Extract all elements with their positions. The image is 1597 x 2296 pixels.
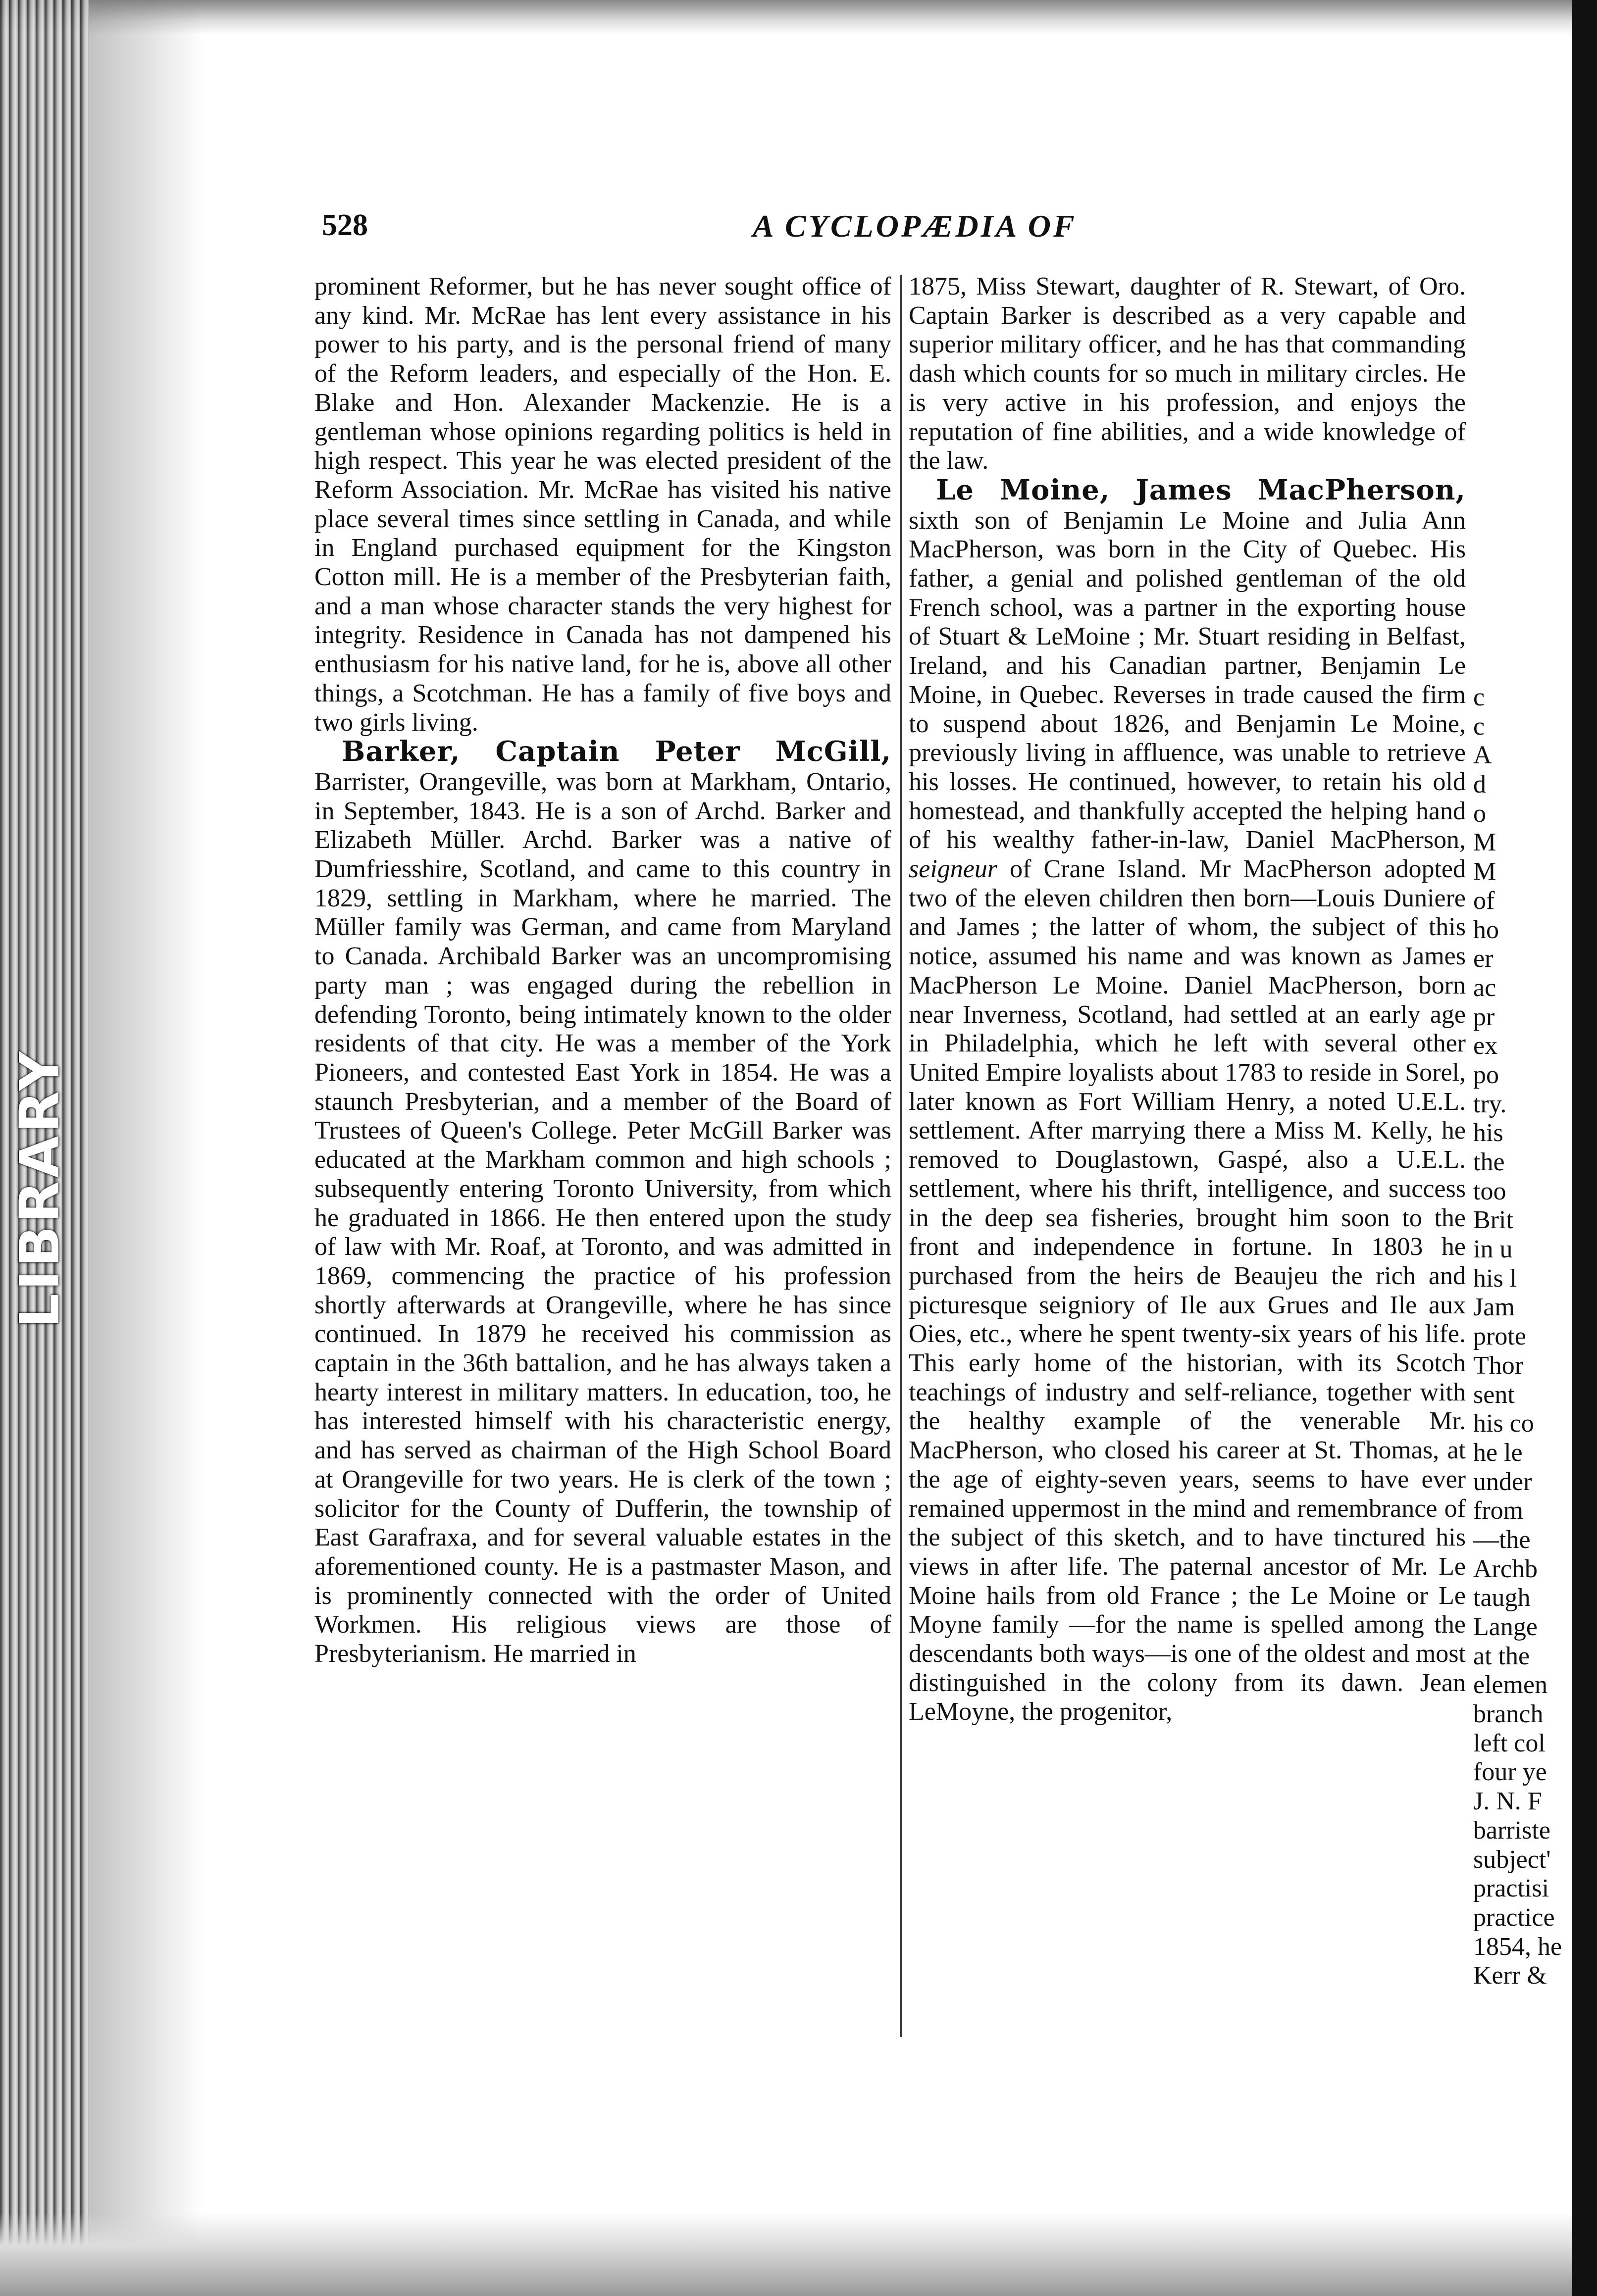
column-rule xyxy=(900,275,902,2037)
lemoine-entry-heading: Le Moine, James MacPherson, xyxy=(936,473,1466,506)
facing-page-fragment: taugh xyxy=(1473,1584,1531,1612)
left-column xyxy=(314,272,891,1669)
facing-page-fragment: left col xyxy=(1473,1729,1545,1757)
facing-page-fragment: 1854, he xyxy=(1473,1932,1562,1961)
facing-page-fragment: the xyxy=(1473,1148,1505,1176)
running-head: A CYCLOPÆDIA OF xyxy=(753,208,1077,244)
facing-page-fragment: subject' xyxy=(1473,1845,1551,1874)
facing-page-fragment: at the xyxy=(1473,1642,1530,1670)
facing-page-fragment: his l xyxy=(1473,1264,1517,1293)
facing-page-fragment: Lange xyxy=(1473,1613,1538,1641)
facing-page-fragment: branch xyxy=(1473,1700,1544,1729)
facing-page-fragment: er xyxy=(1473,945,1494,973)
facing-page-fragment: from xyxy=(1473,1497,1524,1525)
facing-page-fragment: Jam xyxy=(1473,1293,1515,1322)
facing-page-fragment: —the xyxy=(1473,1525,1531,1554)
facing-page-fragment: practisi xyxy=(1473,1874,1549,1903)
barker-entry-body: Barrister, Orangeville, was born at Markham, Ontario, in September, 1843. He is a son of Archd. Barker and Elizabeth Müller. Archd. Barker was a native of Dumfriesshire, Scotland, and came to this country in 1829, settling in Markham, where he married. The Müller family was German, and came from Maryland to Canada. Archibald Barker was an uncompromising party man ; was engaged during the rebellion in defending Toronto, being intimately known to the older residents of that city. He was a member of the York Pioneers, and contested East York in 1854. He was a staunch Presbyterian, and a member of the Board of Trustees of Queen's College. Peter McGill Barker was educated at the Markham common and high schools ; subsequently entering Toronto University, from which he graduated in 1866. He then entered upon the study of law with Mr. Roaf, at Toronto, and was admitted in 1869, commencing the practice of his profession shortly afterwards at Orangeville, where he has since continued. In 1879 he received his commission as captain in the 36th battalion, and he has always taken a hearty interest in military matters. In education, too, he has interested himself with his characteristic energy, and has served as chairman of the High School Board at Orangeville for two years. He is clerk of the town ; solicitor for the County of Dufferin, the township of East Garafraxa, and for several valuable estates in the aforementioned county. He is a pastmaster Mason, and is prominently connected with the order of United Workmen. His religious views are those of Presbyterianism. He married in xyxy=(314,767,891,1668)
facing-page-fragment: in u xyxy=(1473,1235,1513,1264)
facing-page-fragment: his co xyxy=(1473,1409,1534,1438)
facing-page-fragment: c xyxy=(1473,712,1485,741)
page-number: 528 xyxy=(322,208,368,242)
page-bottom-edge xyxy=(0,2213,1597,2296)
lemoine-entry-italic: seigneur xyxy=(909,855,998,884)
facing-page-fragment: under xyxy=(1473,1467,1532,1496)
facing-page-fragment: ho xyxy=(1473,915,1499,944)
facing-page-fragment: Archb xyxy=(1473,1554,1538,1583)
lemoine-entry-body-1: sixth son of Benjamin Le Moine and Julia Ann MacPherson, was born in the City of Quebec. His father, a genial and polished gentleman of the old French school, was a partner in the exporting house of Stuart & LeMoine ; Mr. Stuart residing in Belfast, Ireland, and his Canadian partner, Benjamin Le Moine, in Quebec. Reverses in trade caused the firm to suspend about 1826, and Benjamin Le Moine, previously living in affluence, was unable to retrieve his losses. He continued, however, to retain his old homestead, and thankfully accepted the helping hand of his wealthy father-in-law, Daniel MacPherson, xyxy=(909,506,1466,854)
facing-page-fragment: four ye xyxy=(1473,1758,1547,1787)
facing-page-fragment: d xyxy=(1473,770,1486,799)
right-intro-paragraph: 1875, Miss Stewart, daughter of R. Stewart, of Oro. Captain Barker is described as a very capable and superior military officer, and he has that commanding dash which counts for so much in military circles. He is very active in his profession, and enjoys the reputation of fine abilities, and a wide knowledge of the law. xyxy=(909,272,1466,475)
facing-page-fragment: c xyxy=(1473,683,1485,711)
facing-page-fragment: M xyxy=(1473,828,1496,857)
left-intro-paragraph: prominent Reformer, but he has never sought office of any kind. Mr. McRae has lent every assistance in his power to his party, and is the personal friend of many of the Reform leaders, and especially of the Hon. E. Blake and Hon. Alexander Mackenzie. He is a gentleman whose opinions regarding politics is held in high respect. This year he was elected president of the Reform Association. Mr. McRae has visited his native place several times since settling in Canada, and while in England purchased equipment for the Kingston Cotton mill. He is a member of the Presbyterian faith, and a man whose character stands the very highest for integrity. Residence in Canada has not dampened his enthusiasm for his native land, for he is, above all other things, a Scotchman. He has a family of five boys and two girls living. xyxy=(314,272,891,737)
facing-page-fragments xyxy=(1473,683,1572,1991)
facing-page-fragment: J. N. F xyxy=(1473,1787,1542,1816)
facing-page-fragment: ac xyxy=(1473,973,1496,1002)
facing-page-fragment: pr xyxy=(1473,1002,1495,1031)
facing-page-fragment: A xyxy=(1473,741,1492,770)
facing-page-fragment: he le xyxy=(1473,1438,1523,1467)
facing-page-fragment: Thor xyxy=(1473,1351,1524,1380)
facing-page-fragment: elemen xyxy=(1473,1671,1548,1699)
facing-page-fragment: sent xyxy=(1473,1380,1515,1409)
facing-page-fragment: his xyxy=(1473,1119,1503,1148)
lemoine-entry xyxy=(909,473,1466,1727)
right-column xyxy=(909,272,1466,1727)
facing-page-fragment: M xyxy=(1473,857,1496,886)
facing-page-fragment: po xyxy=(1473,1060,1499,1089)
barker-entry xyxy=(314,737,891,1669)
spine-label: LIBRARY xyxy=(8,1048,71,1328)
facing-page-fragment: try. xyxy=(1473,1090,1507,1118)
facing-page-fragment: Kerr & xyxy=(1473,1961,1547,1990)
page-top-edge xyxy=(0,0,1597,35)
facing-page-fragment: Brit xyxy=(1473,1206,1513,1235)
facing-page-fragment: practice xyxy=(1473,1903,1555,1932)
spine-shadow xyxy=(89,0,203,2296)
facing-page-fragment: prote xyxy=(1473,1322,1526,1351)
barker-entry-heading: Barker, Captain Peter McGill, xyxy=(342,735,891,768)
facing-page-fragment: too xyxy=(1473,1177,1506,1205)
page-header xyxy=(322,208,1164,252)
facing-page-fragment: ex xyxy=(1473,1032,1498,1060)
lemoine-entry-body-2: of Crane Island. Mr MacPherson adopted two of the eleven children then born—Louis Duniere and James ; the latter of whom, the subject of this notice, assumed his name and was known as James MacPherson Le Moine. Daniel MacPherson, born near Inverness, Scotland, had settled at an early age in Philadelphia, which he left with several other United Empire loyalists about 1783 to reside in Sorel, later known as Fort William Henry, a noted U.E.L. settlement. After marrying there a Miss M. Kelly, he removed to Douglastown, Gaspé, also a U.E.L. settlement, where his thrift, intelligence, and success in the deep sea fisheries, brought him soon to the front and independence in fortune. In 1803 he purchased from the heirs de Beaujeu the rich and picturesque seigniory of Ile aux Grues and Ile aux Oies, etc., where he spent twenty-six years of his life. This early home of the historian, with its Scotch teachings of industry and self-reliance, together with the healthy example of the venerable Mr. MacPherson, who closed his career at St. Thomas, at the age of eighty-seven years, seems to have ever remained uppermost in the mind and remembrance of the subject of this sketch, and to have tinctured his views in after life. The paternal ancestor of Mr. Le Moine hails from old France ; the Le Moine or Le Moyne family —for the name is spelled among the descendants both ways—is one of the oldest and most distinguished in the colony from its dawn. Jean LeMoyne, the progenitor, xyxy=(909,855,1466,1726)
facing-page-fragment: o xyxy=(1473,799,1486,828)
facing-page-fragment: of xyxy=(1473,886,1495,915)
facing-page-fragment: barriste xyxy=(1473,1816,1550,1845)
facing-page-edge xyxy=(1572,0,1597,2296)
